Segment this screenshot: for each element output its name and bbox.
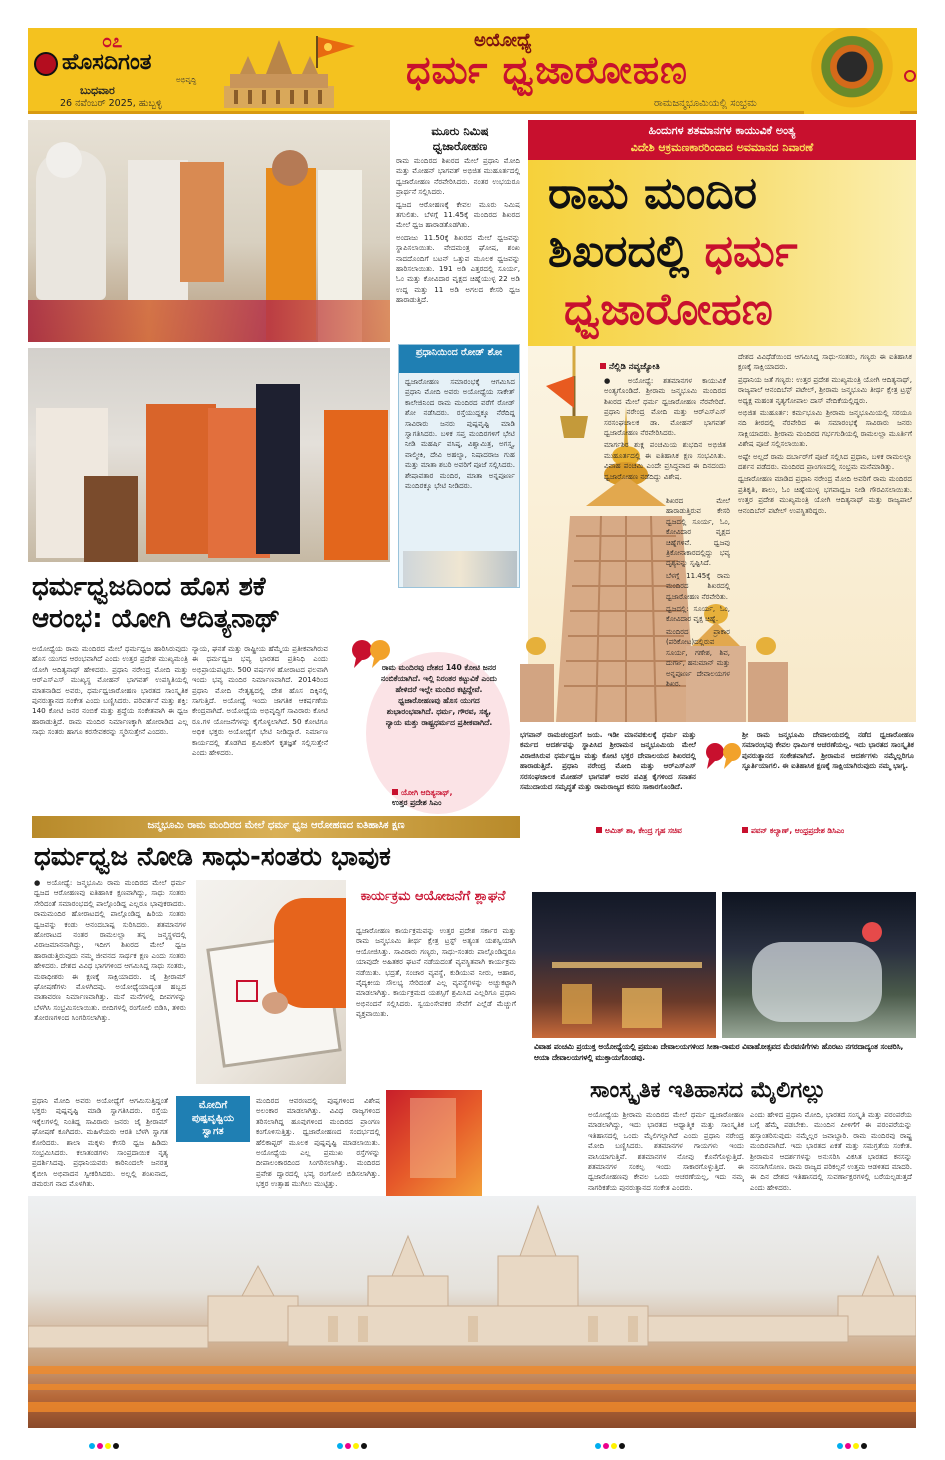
photo-dhwaja-ceremony (28, 120, 390, 342)
byline-marker (600, 363, 606, 369)
photo-leaders-on-stage (28, 348, 390, 562)
photo-night-procession-1 (532, 892, 716, 1038)
lead-para: ಮಂದಿರದ ಪ್ರಾಕಾರ (ಪರಿಕೋಟ)ದಲ್ಲಿರುವ ಸೂರ್ಯ, ಗಣೇಶ, ಶಿವ, ದುರ್ಗಾ, ಹನುಮಾನ್ ಮತ್ತು ಅನ್ನಪೂರ್ಣ ದೇವಾಲಯಗಳ ಶಿಖರ. (666, 627, 730, 688)
lead-para: ಅಭಿಜಿತ ಮುಹೂರ್ತ: ಕರ್ಮಭೂಮಿ ಶ್ರೀರಾಮ ಜನ್ಮಭೂಮಿಯಲ್ಲಿ ಸರಯೂ ನದಿ ತೀರದಲ್ಲಿ ನೆರವೇರಿದ ಈ ಸಮಾರಂಭಕ್ಕೆ ಸಾವಿರಾರು ಜನರು ಸಾಕ್ಷಿಯಾದರು. ಶ್ರೀರಾಮ ಮಂದಿರದ ಗರ್ಭಗುಡಿಯಲ್ಲಿ ರಾಮಲಲ್ಲಾ ಮೂರ್ತಿಗೆ ವಿಶೇಷ ಪೂಜೆ ಸಲ್ಲಿಸಲಾಯಿತು. (738, 408, 912, 449)
roadshow-tag: ಪ್ರಧಾನಿಯಿಂದ ರೋಡ್ ಶೋ (399, 345, 519, 373)
quote3-text: ಶ್ರೀ ರಾಮ ಜನ್ಮಭೂಮಿ ದೇವಾಲಯದಲ್ಲಿ ನಡೆದ ಧ್ವಜಾರೋಹಣ ಸಮಾರಂಭವು ಕೇವಲ ಧಾರ್ಮಿಕ ಆಚರಣೆಯಲ್ಲ. ಇದು ಭಾರತದ ಸಾಂಸ್ಕೃತಿಕ ಪುನರುತ್ಥಾನದ ಸಂಕೇತವಾಗಿದೆ. ಶ್ರೀರಾಮನ ಆದರ್ಶಗಳು ನಮ್ಮೆಲ್ಲರಿಗೂ ಸ್ಫೂರ್ತಿಯಾಗಲಿ. ಈ ಐತಿಹಾಸಿಕ ಕ್ಷಣಕ್ಕೆ ಸಾಕ್ಷಿಯಾಗಿರುವುದು ನಮ್ಮ ಭಾಗ್ಯ. (742, 730, 914, 771)
mid-col-para: ರಾಮ ಮಂದಿರದ ಶಿಖರದ ಮೇಲೆ ಪ್ರಧಾನಿ ಮೋದಿ ಮತ್ತು ಮೋಹನ್ ಭಾಗವತ್ ಅಭಿಜಿತ ಮುಹೂರ್ತದಲ್ಲಿ ಧ್ವಜಾರೋಹಣ ನೆರವೇರಿಸಿದರು. ನಂತರ ಉಭಯರೂ ಪ್ರಾರ್ಥನೆ ಸಲ್ಲಿಸಿದರು. (396, 156, 520, 197)
photo-roadshow-car (403, 551, 517, 587)
photo-caption: ವಿವಾಹ ಪಂಚಮಿ ಪ್ರಯುಕ್ತ ಅಯೋಧ್ಯೆಯಲ್ಲಿ ಪ್ರಮುಖ ದೇವಾಲಯಗಳಿಂದ ಸೀತಾ-ರಾಮರ ವಿವಾಹೋತ್ಸವದ ಮೆರವಣಿಗೆಗಳು ಹೊರಟು ನಗರದಾದ್ಯಂತ ಸಂಚರಿಸಿ, ಆಯಾ ದೇವಾಲಯಗಳಲ್ಲಿ ಮುಕ್ತಾಯಗೊಂಡವು. (534, 1042, 904, 1062)
date-full: 26 ನವೆಂಬರ್ 2025, ಹುಬ್ಬಳ್ಳಿ (60, 98, 162, 109)
heritage-body-a: ಅಯೋಧ್ಯೆಯ ಶ್ರೀರಾಮ ಮಂದಿರದ ಮೇಲೆ ಧರ್ಮ ಧ್ವಜಾರೋಹಣ ಮಾಡಲಾಗಿದ್ದು, ಇದು ಭಾರತದ ಆಧ್ಯಾತ್ಮಿಕ ಮತ್ತು ಸಾಂಸ್ಕೃತಿಕ ಇತಿಹಾಸದಲ್ಲಿ ಒಂದು ಮೈಲಿಗಲ್ಲಾಗಿದೆ ಎಂದು ಪ್ರಧಾನಿ ನರೇಂದ್ರ ಮೋದಿ ಬಣ್ಣಿಸಿದರು. ಶತಮಾನಗಳ ಗಾಯಗಳು ಇಂದು ವಾಸಿಯಾಗುತ್ತಿವೆ. ಶತಮಾನಗಳ ನೋವು ಕೊನೆಗೊಳ್ಳುತ್ತಿದೆ. ಶತಮಾನಗಳ ಸಂಕಲ್ಪ ಇಂದು ಸಾಕಾರಗೊಳ್ಳುತ್ತಿದೆ. ಈ ಧ್ವಜಾರೋಹಣವು ಕೇವಲ ಒಂದು ಆಚರಣೆಯಲ್ಲ, ಇದು ನಮ್ಮ ನಾಗರಿಕತೆಯ ಪುನರುತ್ಥಾನದ ಸಂಕೇತ ಎಂದರು. (588, 1110, 744, 1192)
saints-body: ● ಅಯೋಧ್ಯೆ: ಜನ್ಮಭೂಮಿ ರಾಮ ಮಂದಿರದ ಮೇಲೆ ಧರ್ಮ ಧ್ವಜದ ಆರೋಹಣವು ಐತಿಹಾಸಿಕ ಕ್ಷಣವಾಗಿದ್ದು, ಸಾಧು ಸಂತರು ಸೇರಿದಂತೆ ಸಮಾರಂಭದಲ್ಲಿ ಪಾಲ್ಗೊಂಡಿದ್ದ ಎಲ್ಲರೂ ಭಾವುಕರಾದರು. ರಾಮಮಂದಿರ ಹೋರಾಟದಲ್ಲಿ ಪಾಲ್ಗೊಂಡಿದ್ದ ಹಿರಿಯ ಸಂತರು ಧ್ವಜವನ್ನು ಕಂಡು ಆನಂದಬಾಷ್ಪ ಸುರಿಸಿದರು. ಶತಮಾನಗಳ ಹೋರಾಟದ ನಂತರ ರಾಮಲಲ್ಲಾ ತನ್ನ ಜನ್ಮಸ್ಥಳದಲ್ಲಿ ವಿರಾಜಮಾನನಾಗಿದ್ದು, ಇದೀಗ ಶಿಖರದ ಮೇಲೆ ಧ್ವಜ ಹಾರಾಡುತ್ತಿರುವುದು ನಮ್ಮ ಜೀವನದ ಸಾರ್ಥಕ ಕ್ಷಣ ಎಂದು ಸಂತರು ಹೇಳಿದರು. ದೇಶದ ವಿವಿಧ ಭಾಗಗಳಿಂದ ಆಗಮಿಸಿದ್ದ ಸಾಧು ಸಂತರು, ಮಠಾಧೀಶರು ಈ ಕ್ಷಣಕ್ಕೆ ಸಾಕ್ಷಿಯಾದರು. ಜೈ ಶ್ರೀರಾಮ್ ಘೋಷಣೆಗಳು ಮೊಳಗಿದವು. ಅಯೋಧ್ಯೆಯಾದ್ಯಂತ ಹಬ್ಬದ ವಾತಾವರಣ ನಿರ್ಮಾಣವಾಗಿತ್ತು. ಮನೆ ಮನೆಗಳಲ್ಲಿ ದೀಪಗಳನ್ನು ಬೆಳಗಿಸಿ ಸಂಭ್ರಮಿಸಲಾಯಿತು. ಬೀದಿಗಳಲ್ಲಿ ರಂಗೋಲಿ ಬಿಡಿಸಿ, ತಳಿರು ತೋರಣಗಳಿಂದ ಸಿಂಗರಿಸಲಾಗಿತ್ತು. (34, 878, 186, 1023)
quote1-source-role: ಉತ್ತರ ಪ್ರದೇಶ ಸಿಎಂ (392, 798, 442, 807)
saints-title: ಧರ್ಮಧ್ವಜ ನೋಡಿ ಸಾಧು-ಸಂತರು ಭಾವುಕ (34, 842, 391, 872)
photo-flag-button-press (196, 880, 346, 1084)
sun-icon (904, 70, 916, 82)
quote2-source-name: ಅಮಿತ್ ಶಾ, ಕೇಂದ್ರ ಗೃಹ ಸಚಿವ (605, 826, 682, 835)
lead-title-line2 (548, 226, 798, 277)
yogi-title-line1: ಧರ್ಮಧ್ವಜದಿಂದ ಹೊಸ ಶಕೆ (32, 572, 266, 602)
masthead-subtitle: ರಾಮಜನ್ಮಭೂಮಿಯಲ್ಲಿ ಸಂಭ್ರಮ (654, 98, 757, 109)
flowers-body-b: ಮಂದಿರದ ಆವರಣದಲ್ಲಿ ಪುಷ್ಪಗಳಿಂದ ವಿಶೇಷ ಅಲಂಕಾರ ಮಾಡಲಾಗಿತ್ತು. ವಿವಿಧ ರಾಜ್ಯಗಳಿಂದ ತರಿಸಲಾಗಿದ್ದ ಹೂವುಗಳಿಂದ ಮಂದಿರದ ಪ್ರಾಂಗಣ ಕಂಗೊಳಿಸುತ್ತಿತ್ತು. ಧ್ವಜಾರೋಹಣದ ಸಂದರ್ಭದಲ್ಲಿ ಹೆಲಿಕಾಪ್ಟರ್ ಮೂಲಕ ಪುಷ್ಪವೃಷ್ಟಿ ಮಾಡಲಾಯಿತು. ಅಯೋಧ್ಯೆಯ ಎಲ್ಲ ಪ್ರಮುಖ ರಸ್ತೆಗಳನ್ನು ದೀಪಾಲಂಕಾರದಿಂದ ಸಿಂಗರಿಸಲಾಗಿತ್ತು. ಮಂದಿರದ ಪ್ರವೇಶ ದ್ವಾರದಲ್ಲಿ ಭವ್ಯ ರಂಗೋಲಿ ಬಿಡಿಸಲಾಗಿತ್ತು. ಭಕ್ತರ ಉತ್ಸಾಹ ಮುಗಿಲು ಮುಟ್ಟಿತ್ತು. (256, 1096, 380, 1189)
quote3-source-name: ಪವನ್ ಕಲ್ಯಾಣ್, ಆಂಧ್ರಪ್ರದೇಶ ಡಿಸಿಎಂ (751, 826, 845, 835)
lead-para: ಬೆಳಗ್ಗೆ 11.45ಕ್ಕೆ ರಾಮ ಮಂದಿರದ ಶಿಖರದಲ್ಲಿ ಧ್ವಜಾರೋಹಣ ನೆರವೇರಿತು. (666, 571, 730, 601)
flowers-body-a: ಪ್ರಧಾನಿ ಮೋದಿ ಅವರು ಅಯೋಧ್ಯೆಗೆ ಆಗಮಿಸುತ್ತಿದ್ದಂತೆ ಭಕ್ತರು ಪುಷ್ಪವೃಷ್ಟಿ ಮಾಡಿ ಸ್ವಾಗತಿಸಿದರು. ರಸ್ತೆಯ ಇಕ್ಕೆಲಗಳಲ್ಲಿ ನಿಂತಿದ್ದ ಸಾವಿರಾರು ಜನರು ಜೈ ಶ್ರೀರಾಮ್ ಘೋಷಣೆ ಕೂಗಿದರು. ಮಹಿಳೆಯರು ಆರತಿ ಬೆಳಗಿ ಸ್ವಾಗತ ಕೋರಿದರು. ಶಾಲಾ ಮಕ್ಕಳು ಕೇಸರಿ ಧ್ವಜ ಹಿಡಿದು ಸಂಭ್ರಮಿಸಿದರು. ಕಲಾತಂಡಗಳು ಸಾಂಪ್ರದಾಯಿಕ ನೃತ್ಯ ಪ್ರದರ್ಶಿಸಿದವು. ಪ್ರಧಾನಿಯವರು ಕಾರಿನಿಂದಲೇ ಜನರತ್ತ ಕೈಬೀಸಿ ಅಭಿವಾದನ ಸ್ವೀಕರಿಸಿದರು. ಅಲ್ಲಲ್ಲಿ ಶಂಖನಾದ, ಡಮರುಗ ನಾದ ಮೊಳಗಿತು. (32, 1096, 168, 1189)
yogi-body-a: ಅಯೋಧ್ಯೆಯ ರಾಮ ಮಂದಿರದ ಮೇಲೆ ಧರ್ಮಧ್ವಜ ಹಾರಿಸಿರುವುದು ಹೊಸ ಯುಗದ ಆರಂಭವಾಗಿದೆ ಎಂದು ಉತ್ತರ ಪ್ರದೇಶ ಮುಖ್ಯಮಂತ್ರಿ ಯೋಗಿ ಆದಿತ್ಯನಾಥ್ ಹೇಳಿದರು. ಪ್ರಧಾನಿ ನರೇಂದ್ರ ಮೋದಿ ಮತ್ತು ಆರ್‌ಎಸ್‌ಎಸ್ ಮುಖ್ಯಸ್ಥ ಮೋಹನ್ ಭಾಗವತ್ ಉಪಸ್ಥಿತಿಯಲ್ಲಿ ಮಾತನಾಡಿದ ಅವರು, ಧರ್ಮಧ್ವಜಾರೋಹಣ ಭಾರತದ ಸಾಂಸ್ಕೃತಿಕ ಪುನರುತ್ಥಾನದ ಸಂಕೇತ ಎಂದು ಬಣ್ಣಿಸಿದರು. ಪರಿವರ್ತನೆ ಮತ್ತು ಶಕ್ತಿ: 140 ಕೋಟಿ ಜನರ ನಂಬಿಕೆ ಮತ್ತು ಶ್ರದ್ಧೆಯ ಸಂಕೇತವಾಗಿ ಈ ಧ್ವಜ ಹಾರಾಡುತ್ತಿದೆ. ರಾಮ ಮಂದಿರ ನಿರ್ಮಾಣಕ್ಕಾಗಿ ಹೋರಾಡಿದ ಎಲ್ಲ ಸಾಧು ಸಂತರು ಹಾಗೂ ಕರಸೇವಕರನ್ನು ಸ್ಮರಿಸುತ್ತೇನೆ ಎಂದರು. (32, 644, 188, 737)
roadshow-box (398, 344, 520, 588)
lead-para: ಶಿಖರದ ಮೇಲೆ ಹಾರಾಡುತ್ತಿರುವ ಕೇಸರಿ ಧ್ವಜದಲ್ಲಿ ಸೂರ್ಯ, ಓಂ, ಕೋವಿದಾರ ವೃಕ್ಷದ ಚಿಹ್ನೆಗಳಿವೆ. ಧ್ವಜವು ತ್ರಿಕೋನಾಕಾರದಲ್ಲಿದ್ದು ಭವ್ಯ ದೃಶ್ಯವನ್ನು ಸೃಷ್ಟಿಸಿದೆ. (666, 497, 730, 568)
quote1-text: ರಾಮ ಮಂದಿರವು ದೇಶದ 140 ಕೋಟಿ ಜನರ ನಂಬಿಕೆಯಾಗಿದೆ. ಇಲ್ಲಿ ನಿರಂತರ ಕಟ್ಟುವಿಕೆ ಎಂದು ಹೇಳಿದರೆ ಇಲ್ಲೇ ಮಂದಿರ ಕಟ್ಟಿದ್ದೇವೆ. ಧ್ವಜಾರೋಹಣವು ಹೊಸ ಯುಗದ ಶುಭಾರಂಭವಾಗಿದೆ. ಧರ್ಮ, ಗೌರವ, ಸತ್ಯ, ನ್ಯಾಯ ಮತ್ತು ರಾಷ್ಟ್ರಧರ್ಮದ ಪ್ರತೀಕವಾಗಿದೆ. (381, 663, 497, 727)
lead-para: ಧ್ವಜದಲ್ಲಿ: ಸೂರ್ಯ, ಓಂ, ಕೋವಿದಾರ ವೃಕ್ಷ ಚಿಹ್ನೆ. (666, 605, 730, 624)
roadshow-body: ಧ್ವಜಾರೋಹಣ ಸಮಾರಂಭಕ್ಕೆ ಆಗಮಿಸಿದ ಪ್ರಧಾನಿ ಮೋದಿ ಅವರು ಅಯೋಧ್ಯೆಯ ಸಾಕೇತ್ ಕಾಲೇಜಿನಿಂದ ರಾಮ ಮಂದಿರದ ವರೆಗೆ ರೋಡ್ ಶೋ ನಡೆಸಿದರು. ರಸ್ತೆಯುದ್ದಕ್ಕೂ ನೆರೆದಿದ್ದ ಸಾವಿರಾರು ಜನರು ಪುಷ್ಪವೃಷ್ಟಿ ಮಾಡಿ ಸ್ವಾಗತಿಸಿದರು. ಬಳಿಕ ಸಪ್ತ ಮಂದಿರಗಳಿಗೆ ಭೇಟಿ ನೀಡಿ ಮಹರ್ಷಿ ವಸಿಷ್ಠ, ವಿಶ್ವಾಮಿತ್ರ, ಅಗಸ್ತ್ಯ, ವಾಲ್ಮೀಕಿ, ದೇವಿ ಅಹಲ್ಯಾ, ನಿಷಾದರಾಜ ಗುಹ ಮತ್ತು ಮಾತಾ ಶಬರಿ ಅವರಿಗೆ ಪೂಜೆ ಸಲ್ಲಿಸಿದರು. ಶೇಷಾವತಾರ ಮಂದಿರ, ಮಾತಾ ಅನ್ನಪೂರ್ಣ ಮಂದಿರಕ್ಕೂ ಭೇಟಿ ನೀಡಿದರು. (405, 377, 515, 491)
ops-title: ಕಾರ್ಯಕ್ರಮ ಆಯೋಜನೆಗೆ ಶ್ಲಾಘನೆ (360, 889, 506, 904)
date-day: ಬುಧವಾರ (80, 84, 115, 97)
photo-flag-closeup (386, 1090, 482, 1198)
saints-kicker: ಜನ್ಮಭೂಮಿ ರಾಮ ಮಂದಿರದ ಮೇಲೆ ಧರ್ಮ ಧ್ವಜ ಆರೋಹಣದ ಐತಿಹಾಸಿಕ ಕ್ಷಣ (147, 820, 405, 831)
lead-para: ದೇಶದ ವಿವಿಧೆಡೆಯಿಂದ ಆಗಮಿಸಿದ್ದ ಸಾಧು-ಸಂತರು, ಗಣ್ಯರು ಈ ಐತಿಹಾಸಿಕ ಕ್ಷಣಕ್ಕೆ ಸಾಕ್ಷಿಯಾದರು. (738, 352, 912, 372)
rama-idol-image (804, 28, 900, 114)
flag-icon (313, 34, 357, 68)
lead-para: ಅಷ್ಟೇ ಅಲ್ಲದೆ ರಾಮ ದರ್ಬಾರ್‌ಗೆ ಪೂಜೆ ಸಲ್ಲಿಸಿದ ಪ್ರಧಾನಿ, ಬಳಿಕ ರಾಮಲಲ್ಲಾ ದರ್ಶನ ಪಡೆದರು. ಮಂದಿರದ ಪ್ರಾಂಗಣದಲ್ಲಿ ಸಂಭ್ರಮ ಮನೆಮಾಡಿತ್ತು. (738, 451, 912, 472)
lead-byline-text: ನೆಲ್ಲಿಡಿ ನವ್ಯಜ್ಯೋತಿ (609, 362, 660, 372)
mid-col-headline: ಮೂರು ನಿಮಿಷ ಧ್ವಜಾರೋಹಣ (431, 124, 489, 153)
source-marker (596, 827, 602, 833)
quote3-source (742, 826, 844, 836)
heritage-body-b: ಎಂದು ಹೇಳಿದ ಪ್ರಧಾನಿ ಮೋದಿ, ಭಾರತದ ಸಂಸ್ಕೃತಿ ಮತ್ತು ಪರಂಪರೆಯ ಬಗ್ಗೆ ಹೆಮ್ಮೆ ಪಡಬೇಕು. ಮುಂದಿನ ಪೀಳಿಗೆಗೆ ಈ ಪರಂಪರೆಯನ್ನು ಹಸ್ತಾಂತರಿಸುವುದು ನಮ್ಮೆಲ್ಲರ ಜವಾಬ್ದಾರಿ. ರಾಮ ಮಂದಿರವು ರಾಷ್ಟ್ರ ಮಂದಿರವಾಗಿದೆ. ಇದು ಭಾರತದ ಏಕತೆ ಮತ್ತು ಸಮಗ್ರತೆಯ ಸಂಕೇತ. ಶ್ರೀರಾಮನ ಆದರ್ಶಗಳನ್ನು ಅನುಸರಿಸಿ ವಿಕಸಿತ ಭಾರತದ ಕನಸನ್ನು ನನಸಾಗಿಸೋಣ. ರಾಮ ರಾಜ್ಯದ ಪರಿಕಲ್ಪನೆ ಉತ್ತಮ ಆಡಳಿತದ ಮಾದರಿ. ಈ ದಿನ ದೇಶದ ಇತಿಹಾಸದಲ್ಲಿ ಸುವರ್ಣಾಕ್ಷರಗಳಲ್ಲಿ ಬರೆಯಲ್ಪಡುತ್ತದೆ ಎಂದು ಹೇಳಿದರು. (750, 1110, 912, 1192)
lead-title-line2-b: ಧರ್ಮ (704, 226, 798, 277)
paper-name: ಹೊಸದಿಗಂತ (62, 50, 152, 75)
print-registration-marks (0, 1436, 945, 1446)
quote2-text: ಭಗವಾನ್ ರಾಮಚಂದ್ರನಿಗೆ ಜಯ. ಇಡೀ ಮಾನವಕುಲಕ್ಕೆ ಧರ್ಮ ಮತ್ತು ಕರ್ಮದ ಆದರ್ಶವನ್ನು ಸ್ಥಾಪಿಸಿದ ಶ್ರೀರಾಮನ ಜನ್ಮಭೂಮಿಯ ಮೇಲೆ ವಿರಾಜಿಸಿರುವ ಧರ್ಮಧ್ವಜ ಮತ್ತು ಕೋಟಿ ಭಕ್ತರ ದೇವಾಲಯದ ಶಿಖರದಲ್ಲಿ ಹಾರಾಡುತ್ತಿದೆ. ಪ್ರಧಾನಿ ನರೇಂದ್ರ ಮೋದಿ ಮತ್ತು ಆರ್‌ಎಸ್‌ಎಸ್ ಸರಸಂಘಚಾಲಕ ಮೋಹನ್ ಭಾಗವತ್ ಅವರ ಪವಿತ್ರ ಕೈಗಳಿಂದ ಸನಾತನ ಸಮುದಾಯದ ಸಮೃದ್ಧತೆ ಮತ್ತು ರಾಮರಾಜ್ಯದ ಕನಸು ಸಾಕಾರಗೊಂಡಿದೆ. (520, 730, 696, 792)
page-number: ೦೭ (102, 31, 123, 52)
photo-night-procession-2 (722, 892, 916, 1038)
source-marker (392, 789, 398, 795)
masthead (28, 28, 917, 114)
ops-body: ಧ್ವಜಾರೋಹಣ ಕಾರ್ಯಕ್ರಮವನ್ನು ಉತ್ತರ ಪ್ರದೇಶ ಸರ್ಕಾರ ಮತ್ತು ರಾಮ ಜನ್ಮಭೂಮಿ ತೀರ್ಥ ಕ್ಷೇತ್ರ ಟ್ರಸ್ಟ್ ಅತ್ಯಂತ ಯಶಸ್ವಿಯಾಗಿ ಆಯೋಜಿಸಿತ್ತು. ಸಾವಿರಾರು ಗಣ್ಯರು, ಸಾಧು-ಸಂತರು ಪಾಲ್ಗೊಂಡಿದ್ದರೂ ಯಾವುದೇ ಅಹಿತಕರ ಘಟನೆ ನಡೆಯದಂತೆ ವ್ಯವಸ್ಥಿತವಾಗಿ ಕಾರ್ಯಕ್ರಮ ನಡೆಯಿತು. ಭದ್ರತೆ, ಸಂಚಾರ ವ್ಯವಸ್ಥೆ, ಕುಡಿಯುವ ನೀರು, ಆಹಾರ, ವೈದ್ಯಕೀಯ ಸೌಲಭ್ಯ ಸೇರಿದಂತೆ ಎಲ್ಲ ವ್ಯವಸ್ಥೆಗಳನ್ನು ಅಚ್ಚುಕಟ್ಟಾಗಿ ಮಾಡಲಾಗಿತ್ತು. ಕಾರ್ಯಕ್ರಮದ ಯಶಸ್ಸಿಗೆ ಶ್ರಮಿಸಿದ ಎಲ್ಲರಿಗೂ ಪ್ರಧಾನಿ ಅಭಿನಂದನೆ ಸಲ್ಲಿಸಿದರು. ಸ್ವಯಂಸೇವಕರ ಸೇವೆಗೆ ಎಲ್ಲೆಡೆ ಮೆಚ್ಚುಗೆ ವ್ಯಕ್ತವಾಯಿತು. (356, 926, 516, 1019)
lead-body-c (738, 352, 912, 718)
photo-temple-panorama (28, 1196, 916, 1428)
lead-title-line3: ಧ್ವಜಾರೋಹಣ (564, 284, 773, 335)
masthead-title: ಧರ್ಮ ಧ್ವಜಾರೋಹಣ (406, 48, 688, 92)
lead-kicker-bar (528, 120, 916, 160)
lead-para: ಧ್ವಜಾರೋಹಣ ಮಾಡಿದ ಪ್ರಧಾನಿ ನರೇಂದ್ರ ಮೋದಿ ಅವರಿಗೆ ರಾಮ ಮಂದಿರದ ಪ್ರತಿಕೃತಿ, ಶಾಲು, ಓಂ ಚಿಹ್ನೆಯುಳ್ಳ ಭಗವಾಧ್ವಜ ನೀಡಿ ಗೌರವಿಸಲಾಯಿತು. ಉತ್ತರ ಪ್ರದೇಶ ಮುಖ್ಯಮಂತ್ರಿ ಯೋಗಿ ಆದಿತ್ಯನಾಥ್ ಮತ್ತು ರಾಜ್ಯಪಾಲೆ ಆನಂದಿಬೆನ್ ಪಟೇಲ್ ಉಪಸ್ಥಿತರಿದ್ದರು. (738, 474, 912, 515)
quote2-source (596, 826, 682, 836)
paper-logo (34, 52, 58, 76)
lead-title-line1: ರಾಮ ಮಂದಿರ (548, 168, 758, 219)
source-marker (742, 827, 748, 833)
mid-col-para: ಧ್ವಜದ ಆರೋಹಣಕ್ಕೆ ಕೇವಲ ಮೂರು ನಿಮಿಷ ತಗುಲಿತು. ಬೆಳಗ್ಗೆ 11.45ಕ್ಕೆ ಮಂದಿರದ ಶಿಖರದ ಮೇಲೆ ಧ್ವಜ ಹಾರಾಡತೊಡಗಿತು. (396, 199, 520, 230)
lead-title-line2-a: ಶಿಖರದಲ್ಲಿ (548, 226, 705, 277)
heritage-title: ಸಾಂಸ್ಕೃತಿಕ ಇತಿಹಾಸದ ಮೈಲಿಗಲ್ಲು (590, 1078, 827, 1103)
lead-para: ಪ್ರಧಾನಿಯ ಜತೆ ಗಣ್ಯರು: ಉತ್ತರ ಪ್ರದೇಶ ಮುಖ್ಯಮಂತ್ರಿ ಯೋಗಿ ಆದಿತ್ಯನಾಥ್, ರಾಜ್ಯಪಾಲೆ ಆನಂದಿಬೆನ್ ಪಟೇಲ್, ಶ್ರೀರಾಮ ಜನ್ಮಭೂಮಿ ತೀರ್ಥ ಕ್ಷೇತ್ರ ಟ್ರಸ್ಟ್ ಅಧ್ಯಕ್ಷ ಮಹಂತ ನೃತ್ಯಗೋಪಾಲ ದಾಸ್ ವೇದಿಕೆಯಲ್ಲಿದ್ದರು. (738, 374, 912, 405)
paper-tagline: ಅಭಿವೃದ್ಧಿ (176, 76, 197, 84)
quote-mark-icon (704, 738, 744, 772)
lead-para: ● ಅಯೋಧ್ಯೆ: ಶತಮಾನಗಳ ಕಾಯುವಿಕೆ ಅಂತ್ಯಗೊಂಡಿದೆ. ಶ್ರೀರಾಮ ಜನ್ಮಭೂಮಿ ಮಂದಿರದ ಶಿಖರದ ಮೇಲೆ ಧರ್ಮ ಧ್ವಜಾರೋಹಣ ನೆರವೇರಿದೆ. ಪ್ರಧಾನಿ ನರೇಂದ್ರ ಮೋದಿ ಮತ್ತು ಆರ್‌ಎಸ್‌ಎಸ್ ಸರಸಂಘಚಾಲಕ ಡಾ. ಮೋಹನ್ ಭಾಗವತ್ ಧ್ವಜಾರೋಹಣ ನೆರವೇರಿಸಿದರು. (604, 376, 726, 438)
saints-kicker-bar (32, 816, 520, 838)
yogi-title-line2: ಆರಂಭ: ಯೋಗಿ ಆದಿತ್ಯನಾಥ್ (32, 604, 281, 634)
lead-title-block (528, 160, 916, 346)
lead-para: ಮಾರ್ಗಶಿರ ಶುಕ್ಲ ಪಂಚಮಿಯ ಶುಭದಿನ ಅಭಿಜಿತ ಮುಹೂರ್ತದಲ್ಲಿ ಈ ಐತಿಹಾಸಿಕ ಕ್ಷಣ ಸಂಭವಿಸಿತು. ವಿವಾಹ ಪಂಚಮಿ ಎಂದೇ ಪ್ರಸಿದ್ಧವಾದ ಈ ದಿನದಂದು ಧ್ವಜಾರೋಹಣ ನಡೆದಿದ್ದು ವಿಶೇಷ. (604, 440, 726, 481)
lead-byline (600, 362, 660, 372)
lead-body-b (666, 496, 730, 710)
lead-body-a (604, 376, 726, 494)
quote1-source (392, 788, 502, 808)
quote1-source-name: ಯೋಗಿ ಆದಿತ್ಯನಾಥ್, (401, 788, 453, 797)
yogi-body-b: ನ್ಯಾಯ, ಘನತೆ ಮತ್ತು ರಾಷ್ಟ್ರೀಯ ಹೆಮ್ಮೆಯ ಪ್ರತೀಕವಾಗಿರುವ ಈ ಧರ್ಮಧ್ವಜ ಭವ್ಯ ಭಾರತದ ಪ್ರತಿನಿಧಿ ಎಂದು ಅಭಿಪ್ರಾಯಪಟ್ಟರು. 500 ವರ್ಷಗಳ ಹೋರಾಟದ ಫಲವಾಗಿ ಇಂದು ಭವ್ಯ ಮಂದಿರ ನಿರ್ಮಾಣವಾಗಿದೆ. 2014ರಿಂದ ಪ್ರಧಾನಿ ಮೋದಿ ನೇತೃತ್ವದಲ್ಲಿ ದೇಶ ಹೊಸ ದಿಕ್ಕಿನಲ್ಲಿ ಸಾಗುತ್ತಿದೆ. ಅಯೋಧ್ಯೆ ಇಂದು ಜಾಗತಿಕ ಆಕರ್ಷಣೆಯ ಕೇಂದ್ರವಾಗಿದೆ. ಅಯೋಧ್ಯೆಯ ಅಭಿವೃದ್ಧಿಗೆ ಸಾವಿರಾರು ಕೋಟಿ ರೂ.ಗಳ ಯೋಜನೆಗಳನ್ನು ಕೈಗೊಳ್ಳಲಾಗಿದೆ. 50 ಕೋಟಿಗೂ ಅಧಿಕ ಭಕ್ತರು ಅಯೋಧ್ಯೆಗೆ ಭೇಟಿ ನೀಡಿದ್ದಾರೆ. ನಿರ್ಮಾಣ ಕಾರ್ಯದಲ್ಲಿ ತೊಡಗಿದ ಶ್ರಮಿಕರಿಗೆ ಕೃತಜ್ಞತೆ ಸಲ್ಲಿಸುತ್ತೇನೆ ಎಂದು ಹೇಳಿದರು. (192, 644, 328, 758)
lead-kicker-1: ಹಿಂದುಗಳ ಶತಮಾನಗಳ ಕಾಯುವಿಕೆ ಅಂತ್ಯ (648, 124, 796, 137)
mid-col-para: ಅಂದಾಜು 11.50ಕ್ಕೆ ಶಿಖರದ ಮೇಲೆ ಧ್ವಜವನ್ನು ಸ್ಥಾಪಿಸಲಾಯಿತು. ವೇದಮಂತ್ರ ಘೋಷ, ಶಂಖ ನಾದದೊಂದಿಗೆ ಬಟನ್ ಒತ್ತುವ ಮೂಲಕ ಧ್ವಜವನ್ನು ಹಾರಿಸಲಾಯಿತು. 191 ಅಡಿ ಎತ್ತರದಲ್ಲಿ ಸೂರ್ಯ, ಓಂ ಮತ್ತು ಕೋವಿದಾರ ವೃಕ್ಷದ ಚಿಹ್ನೆಯುಳ್ಳ 22 ಅಡಿ ಉದ್ದ ಮತ್ತು 11 ಅಡಿ ಅಗಲದ ಕೇಸರಿ ಧ್ವಜ ಹಾರಾಡುತ್ತಿದೆ. (396, 232, 520, 305)
flowers-tag (176, 1096, 250, 1142)
lead-kicker-2: ವಿದೇಶಿ ಆಕ್ರಮಣಕಾರರಿಂದಾದ ಅವಮಾನದ ನಿವಾರಣೆ (630, 141, 814, 154)
mid-col-body (396, 156, 520, 340)
flowers-tag-text: ಮೋದಿಗೆ ಪುಷ್ಪವೃಷ್ಟಿಯ ಸ್ವಾಗತ (191, 1100, 235, 1137)
masthead-kicker: ಅಯೋಧ್ಯೆ (474, 30, 532, 51)
